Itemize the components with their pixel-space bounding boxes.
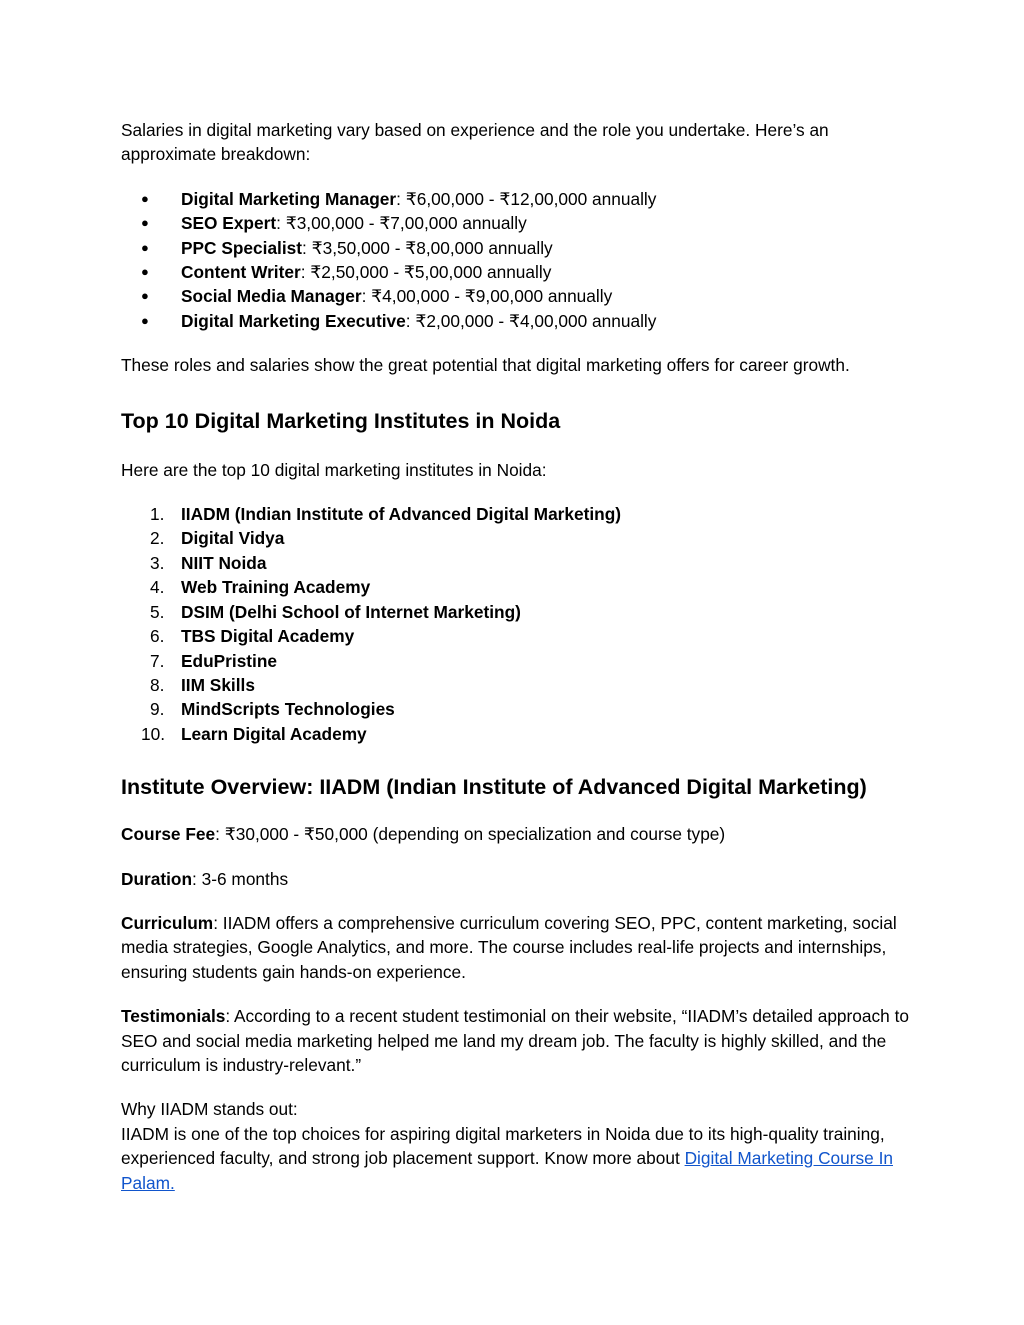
institute-name: TBS Digital Academy bbox=[181, 626, 355, 647]
list-item bbox=[121, 187, 911, 211]
salary-list bbox=[121, 187, 911, 333]
testimonials-label: Testimonials bbox=[121, 1006, 226, 1027]
list-item bbox=[121, 502, 911, 526]
role-name: SEO Expert bbox=[181, 213, 277, 234]
course-fee-paragraph bbox=[121, 822, 911, 846]
list-item bbox=[121, 649, 911, 673]
list-item bbox=[121, 551, 911, 575]
role-name: Content Writer bbox=[181, 262, 301, 283]
bullet-icon: ● bbox=[141, 288, 149, 304]
salary-range: : ₹3,50,000 - ₹8,00,000 annually bbox=[302, 237, 553, 258]
curriculum-paragraph bbox=[121, 911, 911, 984]
bullet-icon: ● bbox=[141, 264, 149, 280]
role-name: Digital Marketing Manager bbox=[181, 188, 397, 209]
list-item bbox=[121, 673, 911, 697]
list-number: 6. bbox=[150, 626, 165, 647]
bullet-icon: ● bbox=[141, 239, 149, 255]
top10-heading: Top 10 Digital Marketing Institutes in Noida bbox=[121, 408, 561, 433]
role-name: Social Media Manager bbox=[181, 286, 362, 307]
why-text: IIADM is one of the top choices for aspiring digital marketers in Noida due to its high-quality training, experienced faculty, and strong job placement support. Know more about bbox=[121, 1123, 885, 1169]
salary-summary: These roles and salaries show the great potential that digital marketing offers for career growth. bbox=[121, 355, 850, 376]
institute-name: MindScripts Technologies bbox=[181, 699, 395, 720]
list-number: 5. bbox=[150, 601, 165, 622]
testimonials-paragraph bbox=[121, 1004, 911, 1077]
role-name: Digital Marketing Executive bbox=[181, 310, 406, 331]
institute-name: EduPristine bbox=[181, 650, 278, 671]
bullet-icon: ● bbox=[141, 215, 149, 231]
institute-name: Digital Vidya bbox=[181, 528, 285, 549]
salary-range: : ₹2,50,000 - ₹5,00,000 annually bbox=[300, 262, 552, 283]
intro-paragraph: Salaries in digital marketing vary based on experience and the role you undertake. Here’s an approximate breakdown: bbox=[121, 120, 829, 165]
institute-name: Learn Digital Academy bbox=[181, 723, 367, 744]
course-palam-link[interactable]: Digital Marketing Course In Palam. bbox=[121, 1148, 893, 1193]
list-item bbox=[121, 236, 911, 260]
salary-range: : ₹4,00,000 - ₹9,00,000 annually bbox=[361, 286, 613, 307]
list-item bbox=[121, 697, 911, 721]
list-item bbox=[121, 600, 911, 624]
course-fee-label: Course Fee bbox=[121, 824, 216, 845]
salary-range: : ₹3,00,000 - ₹7,00,000 annually bbox=[276, 213, 527, 234]
list-item bbox=[121, 260, 911, 284]
bullet-icon: ● bbox=[141, 190, 149, 206]
testimonials-text: : According to a recent student testimonial on their website, “IIADM’s detailed approach to SEO and social media marketing helped me land my dream job. The faculty is highly skilled, and the curriculum is industry-relevant.” bbox=[121, 1006, 909, 1075]
list-number: 2. bbox=[150, 528, 165, 549]
list-number: 10. bbox=[141, 723, 166, 744]
salary-range: : ₹6,00,000 - ₹12,00,000 annually bbox=[396, 188, 657, 209]
list-number: 9. bbox=[150, 699, 165, 720]
list-item bbox=[121, 309, 911, 333]
why-paragraph bbox=[121, 1122, 911, 1195]
institute-name: DSIM (Delhi School of Internet Marketing) bbox=[181, 601, 521, 622]
document-body bbox=[121, 118, 911, 1195]
list-number: 4. bbox=[150, 577, 165, 598]
why-label: Why IIADM stands out: bbox=[121, 1099, 298, 1120]
list-item bbox=[121, 624, 911, 648]
institute-name: NIIT Noida bbox=[181, 552, 267, 573]
list-number: 3. bbox=[150, 552, 165, 573]
list-item bbox=[121, 284, 911, 308]
institute-name: Web Training Academy bbox=[181, 577, 371, 598]
institute-name: IIM Skills bbox=[181, 674, 255, 695]
bullet-icon: ● bbox=[141, 312, 149, 328]
duration-label: Duration bbox=[121, 868, 193, 889]
overview-heading: Institute Overview: IIADM (Indian Institute of Advanced Digital Marketing) bbox=[121, 775, 867, 800]
list-item bbox=[121, 526, 911, 550]
list-item bbox=[121, 211, 911, 235]
institute-name: IIADM (Indian Institute of Advanced Digital Marketing) bbox=[181, 504, 622, 525]
institute-list bbox=[121, 502, 911, 746]
list-number: 1. bbox=[150, 504, 165, 525]
course-fee-text: : ₹30,000 - ₹50,000 (depending on specialization and course type) bbox=[215, 824, 726, 845]
list-number: 7. bbox=[150, 650, 165, 671]
salary-range: : ₹2,00,000 - ₹4,00,000 annually bbox=[405, 310, 657, 331]
curriculum-label: Curriculum bbox=[121, 912, 214, 933]
list-item bbox=[121, 575, 911, 599]
curriculum-text: : IIADM offers a comprehensive curriculum covering SEO, PPC, content marketing, social media strategies, Google Analytics, and more. The course includes real-life projects and internships, ensuring students gain hands-on experience. bbox=[121, 912, 897, 982]
role-name: PPC Specialist bbox=[181, 237, 303, 258]
list-number: 8. bbox=[150, 674, 165, 695]
list-item bbox=[121, 722, 911, 746]
duration-text: : 3-6 months bbox=[192, 868, 289, 889]
top10-lead: Here are the top 10 digital marketing institutes in Noida: bbox=[121, 459, 547, 480]
duration-paragraph bbox=[121, 867, 911, 891]
